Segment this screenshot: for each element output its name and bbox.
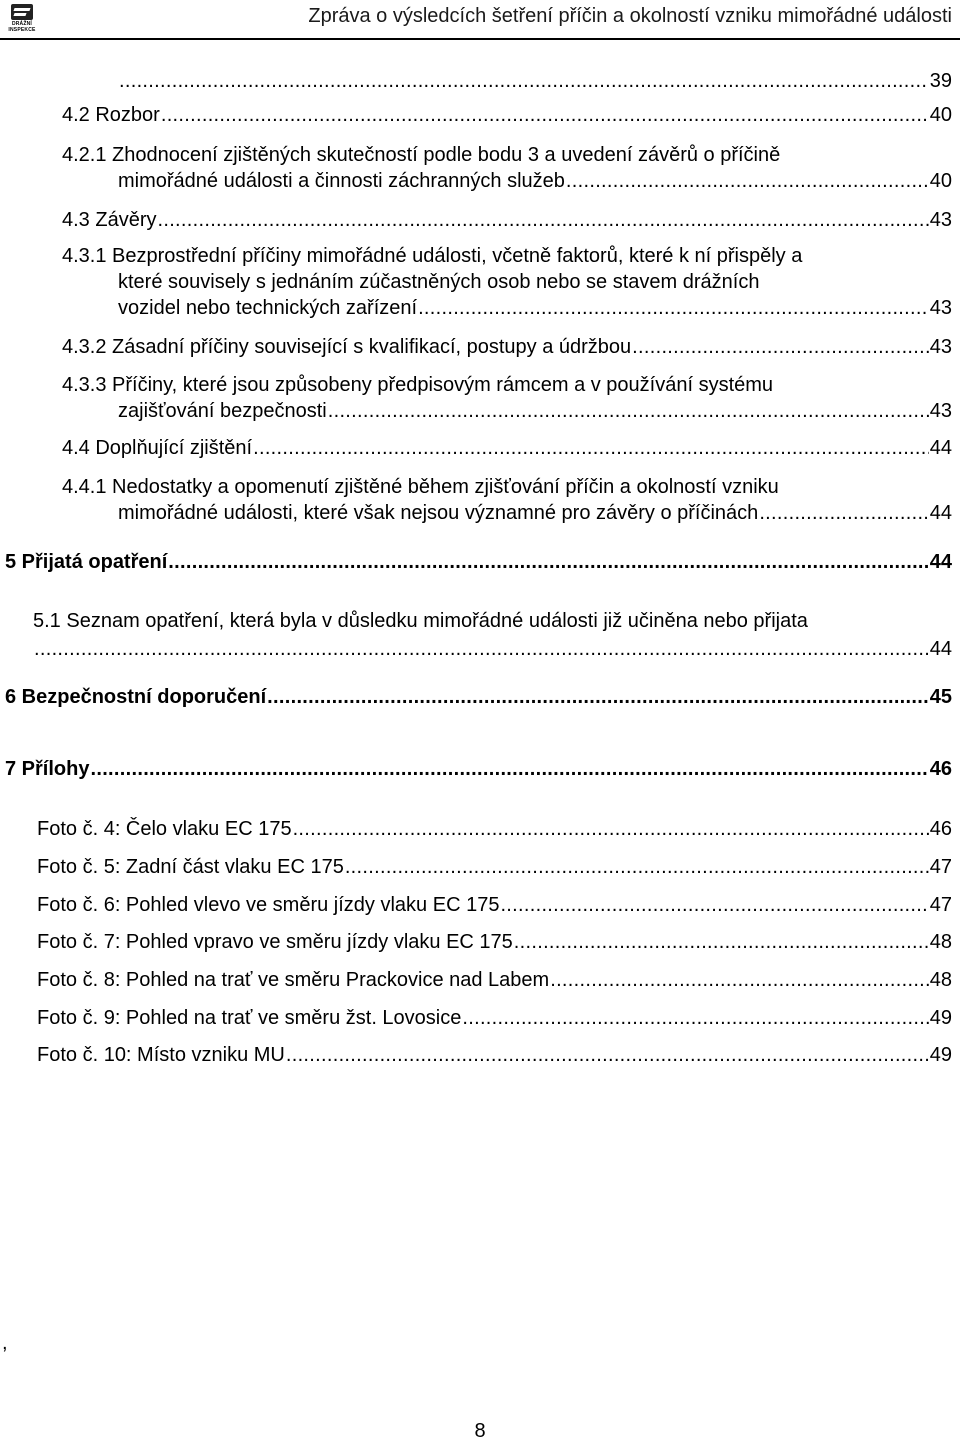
toc-label: 5 Přijatá opatření	[5, 551, 168, 573]
toc-entry-5-1[interactable]	[33, 636, 952, 662]
toc-photo-entry[interactable]	[37, 1042, 952, 1068]
toc-label: 7 Přílohy	[5, 758, 90, 780]
toc-page: 45	[929, 686, 952, 708]
toc-label: vozidel nebo technických zařízení	[118, 297, 418, 319]
stray-comma: ,	[2, 1332, 8, 1354]
toc-photo-entry[interactable]	[37, 854, 952, 880]
toc-page: 43	[929, 209, 952, 231]
logo-text-line-1: DRÁŽNÍ	[11, 21, 33, 27]
toc-page: 44	[929, 551, 952, 573]
toc-label: zajišťování bezpečnosti	[118, 400, 327, 422]
page-number: 8	[474, 1420, 486, 1442]
toc-continuation-39[interactable]	[118, 68, 952, 94]
toc-photo-entry[interactable]	[37, 816, 952, 842]
toc-entry-4-4-1-line-1[interactable]: 4.4.1 Nedostatky a opomenutí zjištěné během zjišťování příčin a okolností vzniku	[62, 476, 779, 498]
toc-page: 43	[929, 297, 952, 319]
toc-page: 48	[929, 931, 952, 953]
toc-entry-4-4[interactable]	[62, 435, 952, 461]
toc-page: 39	[929, 70, 952, 92]
toc-label: 6 Bezpečnostní doporučení	[5, 686, 267, 708]
toc-label: 4.3.2 Zásadní příčiny související s kvalifikací, postupy a údržbou	[62, 336, 632, 358]
toc-page: 43	[929, 336, 952, 358]
toc-entry-4-3-3-line-1[interactable]: 4.3.3 Příčiny, které jsou způsobeny předpisovým rámcem a v používání systému	[62, 374, 774, 396]
toc-label: 4.2 Rozbor	[62, 104, 160, 126]
toc-label: Foto č. 4: Čelo vlaku EC 175	[37, 818, 292, 840]
toc-entry-4-2-1-line-1[interactable]: 4.2.1 Zhodnocení zjištěných skutečností podle bodu 3 a uvedení závěrů o příčině	[62, 144, 781, 166]
toc-entry-4-3-2[interactable]	[62, 334, 952, 360]
toc-entry-4-3-1-line-1[interactable]: 4.3.1 Bezprostřední příčiny mimořádné události, včetně faktorů, které k ní přispěly a	[62, 245, 803, 267]
toc-page: 47	[929, 856, 952, 878]
toc-label: Foto č. 6: Pohled vlevo ve směru jízdy vlaku EC 175	[37, 894, 500, 916]
toc-label: Foto č. 8: Pohled na trať ve směru Prackovice nad Labem	[37, 969, 550, 991]
toc-label: Foto č. 9: Pohled na trať ve směru žst. Lovosice	[37, 1007, 462, 1029]
toc-entry-5[interactable]	[5, 549, 952, 575]
toc-page: 40	[929, 170, 952, 192]
toc-label: 4.3 Závěry	[62, 209, 157, 231]
toc-label: Foto č. 7: Pohled vpravo ve směru jízdy vlaku EC 175	[37, 931, 513, 953]
toc-page: 44	[929, 437, 952, 459]
toc-photo-entry[interactable]	[37, 892, 952, 918]
drazni-inspekce-logo	[3, 4, 41, 34]
toc-page: 40	[929, 104, 952, 126]
toc-entry-4-3-1[interactable]	[118, 295, 952, 321]
toc-entry-4-4-1[interactable]	[118, 500, 952, 526]
toc-entry-4-2-1[interactable]	[118, 168, 952, 194]
toc-page: 49	[929, 1044, 952, 1066]
logo-emblem-icon	[11, 4, 33, 20]
toc-photo-entry[interactable]	[37, 1005, 952, 1031]
toc-entry-5-1-line-1[interactable]: 5.1 Seznam opatření, která byla v důsledku mimořádné události již učiněna nebo přijata	[33, 610, 808, 632]
toc-entry-6[interactable]	[5, 684, 952, 710]
toc-entry-7[interactable]	[5, 756, 952, 782]
toc-page: 46	[929, 758, 952, 780]
toc-label: Foto č. 10: Místo vzniku MU	[37, 1044, 285, 1066]
toc-page: 48	[929, 969, 952, 991]
toc-label: Foto č. 5: Zadní část vlaku EC 175	[37, 856, 344, 878]
toc-photo-entry[interactable]	[37, 929, 952, 955]
toc-entry-4-2[interactable]	[62, 102, 952, 128]
toc-page: 47	[929, 894, 952, 916]
toc-page: 49	[929, 1007, 952, 1029]
toc-label: mimořádné události a činnosti záchranných služeb	[118, 170, 565, 192]
header-title: Zpráva o výsledcích šetření příčin a okolností vzniku mimořádné události	[308, 5, 952, 27]
toc-page: 44	[929, 638, 952, 660]
toc-photo-entry[interactable]	[37, 967, 952, 993]
toc-label: mimořádné události, které však nejsou významné pro závěry o příčinách	[118, 502, 759, 524]
toc-page: 44	[929, 502, 952, 524]
header-divider	[0, 38, 960, 40]
toc-label: 4.4 Doplňující zjištění	[62, 437, 253, 459]
toc-entry-4-3[interactable]	[62, 207, 952, 233]
toc-entry-4-3-1-line-2[interactable]: které souvisely s jednáním zúčastněných osob nebo se stavem drážních	[118, 271, 760, 293]
toc-entry-4-3-3[interactable]	[118, 398, 952, 424]
toc-page: 43	[929, 400, 952, 422]
logo-text-line-2: INSPEKCE	[8, 27, 36, 33]
page-header	[0, 0, 960, 40]
toc-page: 46	[929, 818, 952, 840]
